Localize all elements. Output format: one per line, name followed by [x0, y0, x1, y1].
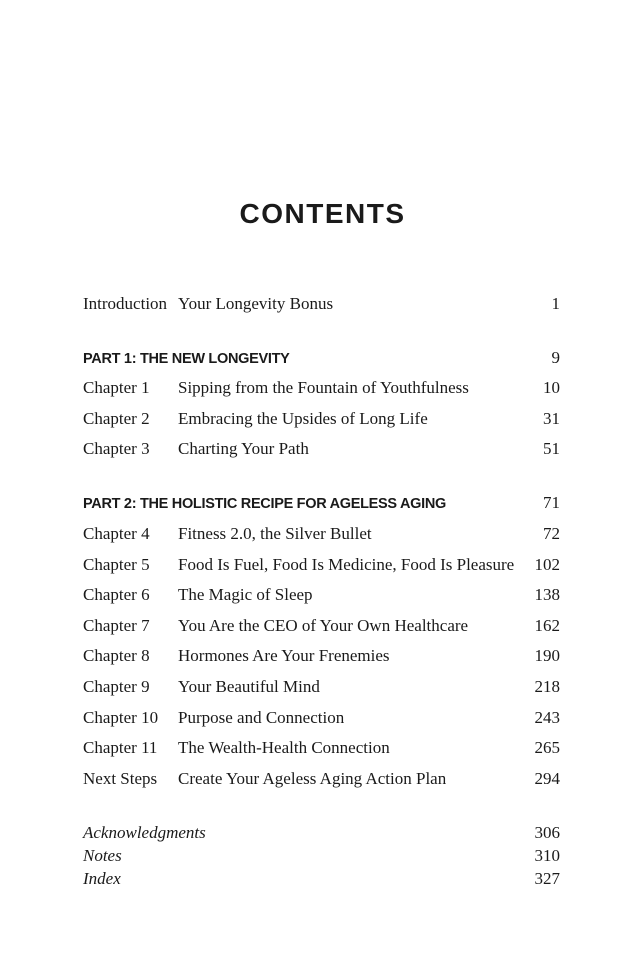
toc-entry-title: The Wealth-Health Connection — [178, 738, 390, 757]
toc-entry-page: 310 — [534, 846, 560, 865]
toc-entry-chapter-8[interactable] — [83, 644, 560, 668]
toc-entry-title: The Magic of Sleep — [178, 585, 313, 604]
toc-entry-label: Chapter 4 — [83, 524, 150, 543]
toc-entry-page: 102 — [534, 555, 560, 574]
toc-entry-label: Chapter 10 — [83, 708, 159, 727]
toc-entry-page: 243 — [534, 708, 560, 727]
toc-entry-next-steps[interactable] — [83, 767, 560, 791]
toc-entry-title: Purpose and Connection — [178, 708, 345, 727]
toc-entry-index[interactable] — [83, 867, 560, 891]
toc-entry-title: Your Beautiful Mind — [178, 677, 320, 696]
toc-entry-page: 31 — [543, 409, 560, 428]
toc-entry-label: Chapter 2 — [83, 409, 150, 428]
toc-entry-page: 190 — [534, 646, 560, 665]
toc-entry-title: Charting Your Path — [178, 439, 309, 458]
toc-entry-chapter-6[interactable] — [83, 583, 560, 607]
toc-entry-chapter-9[interactable] — [83, 675, 560, 699]
toc-entry-label: Chapter 9 — [83, 677, 150, 696]
toc-entry-acknowledgments[interactable] — [83, 821, 560, 845]
part-heading-text: PART 1: THE NEW LONGEVITY — [83, 351, 290, 367]
part-heading-2[interactable] — [83, 491, 560, 515]
toc-entry-chapter-10[interactable] — [83, 706, 560, 730]
toc-entry-label: Chapter 3 — [83, 439, 150, 458]
toc-entry-label: Notes — [83, 846, 122, 865]
toc-entry-page: 327 — [534, 869, 560, 888]
toc-entry-chapter-3[interactable] — [83, 437, 560, 461]
toc-entry-introduction[interactable] — [83, 292, 560, 316]
toc-entry-chapter-5[interactable] — [83, 553, 560, 577]
toc-entry-label: Chapter 5 — [83, 555, 150, 574]
toc-entry-page: 72 — [543, 524, 560, 543]
toc-entry-page: 218 — [534, 677, 560, 696]
toc-entry-title: Hormones Are Your Frenemies — [178, 646, 390, 665]
toc-entry-chapter-1[interactable] — [83, 376, 560, 400]
toc-entry-title: Sipping from the Fountain of Youthfulness — [178, 378, 469, 397]
part-heading-1[interactable] — [83, 346, 560, 370]
toc-entry-page: 294 — [534, 769, 560, 788]
page-title: CONTENTS — [239, 197, 406, 229]
toc-entry-title: You Are the CEO of Your Own Healthcare — [178, 616, 469, 635]
toc-entry-label: Chapter 11 — [83, 738, 158, 757]
toc-entry-page: 138 — [534, 585, 560, 604]
toc-entry-chapter-4[interactable] — [83, 522, 560, 546]
toc-entry-label: Next Steps — [83, 769, 158, 788]
toc-entry-label: Chapter 7 — [83, 616, 150, 635]
part-heading-page: 9 — [551, 348, 560, 367]
toc-entry-title: Embracing the Upsides of Long Life — [178, 409, 428, 428]
toc-entry-chapter-7[interactable] — [83, 614, 560, 638]
toc-entry-label: Acknowledgments — [83, 823, 206, 842]
toc-entry-chapter-2[interactable] — [83, 407, 560, 431]
toc-entry-title: Food Is Fuel, Food Is Medicine, Food Is Pleasure — [178, 555, 515, 574]
toc-entry-title: Your Longevity Bonus — [178, 294, 334, 313]
toc-entry-notes[interactable] — [83, 844, 560, 868]
toc-entry-page: 306 — [534, 823, 560, 842]
toc-entry-label: Chapter 6 — [83, 585, 150, 604]
toc-entry-label: Chapter 1 — [83, 378, 150, 397]
toc-entry-label: Chapter 8 — [83, 646, 150, 665]
toc-entry-page: 51 — [543, 439, 560, 458]
toc-entry-label: Introduction — [83, 294, 168, 313]
toc-entry-title: Fitness 2.0, the Silver Bullet — [178, 524, 372, 543]
toc-entry-title: Create Your Ageless Aging Action Plan — [178, 769, 447, 788]
part-heading-page: 71 — [543, 493, 560, 512]
toc-entry-page: 10 — [543, 378, 560, 397]
toc-entry-page: 162 — [534, 616, 560, 635]
toc-entry-page: 1 — [551, 294, 560, 313]
toc-entry-label: Index — [83, 869, 121, 888]
toc-entry-page: 265 — [534, 738, 560, 757]
part-heading-text: PART 2: THE HOLISTIC RECIPE FOR AGELESS AGING — [83, 496, 446, 512]
toc-entry-chapter-11[interactable] — [83, 736, 560, 760]
